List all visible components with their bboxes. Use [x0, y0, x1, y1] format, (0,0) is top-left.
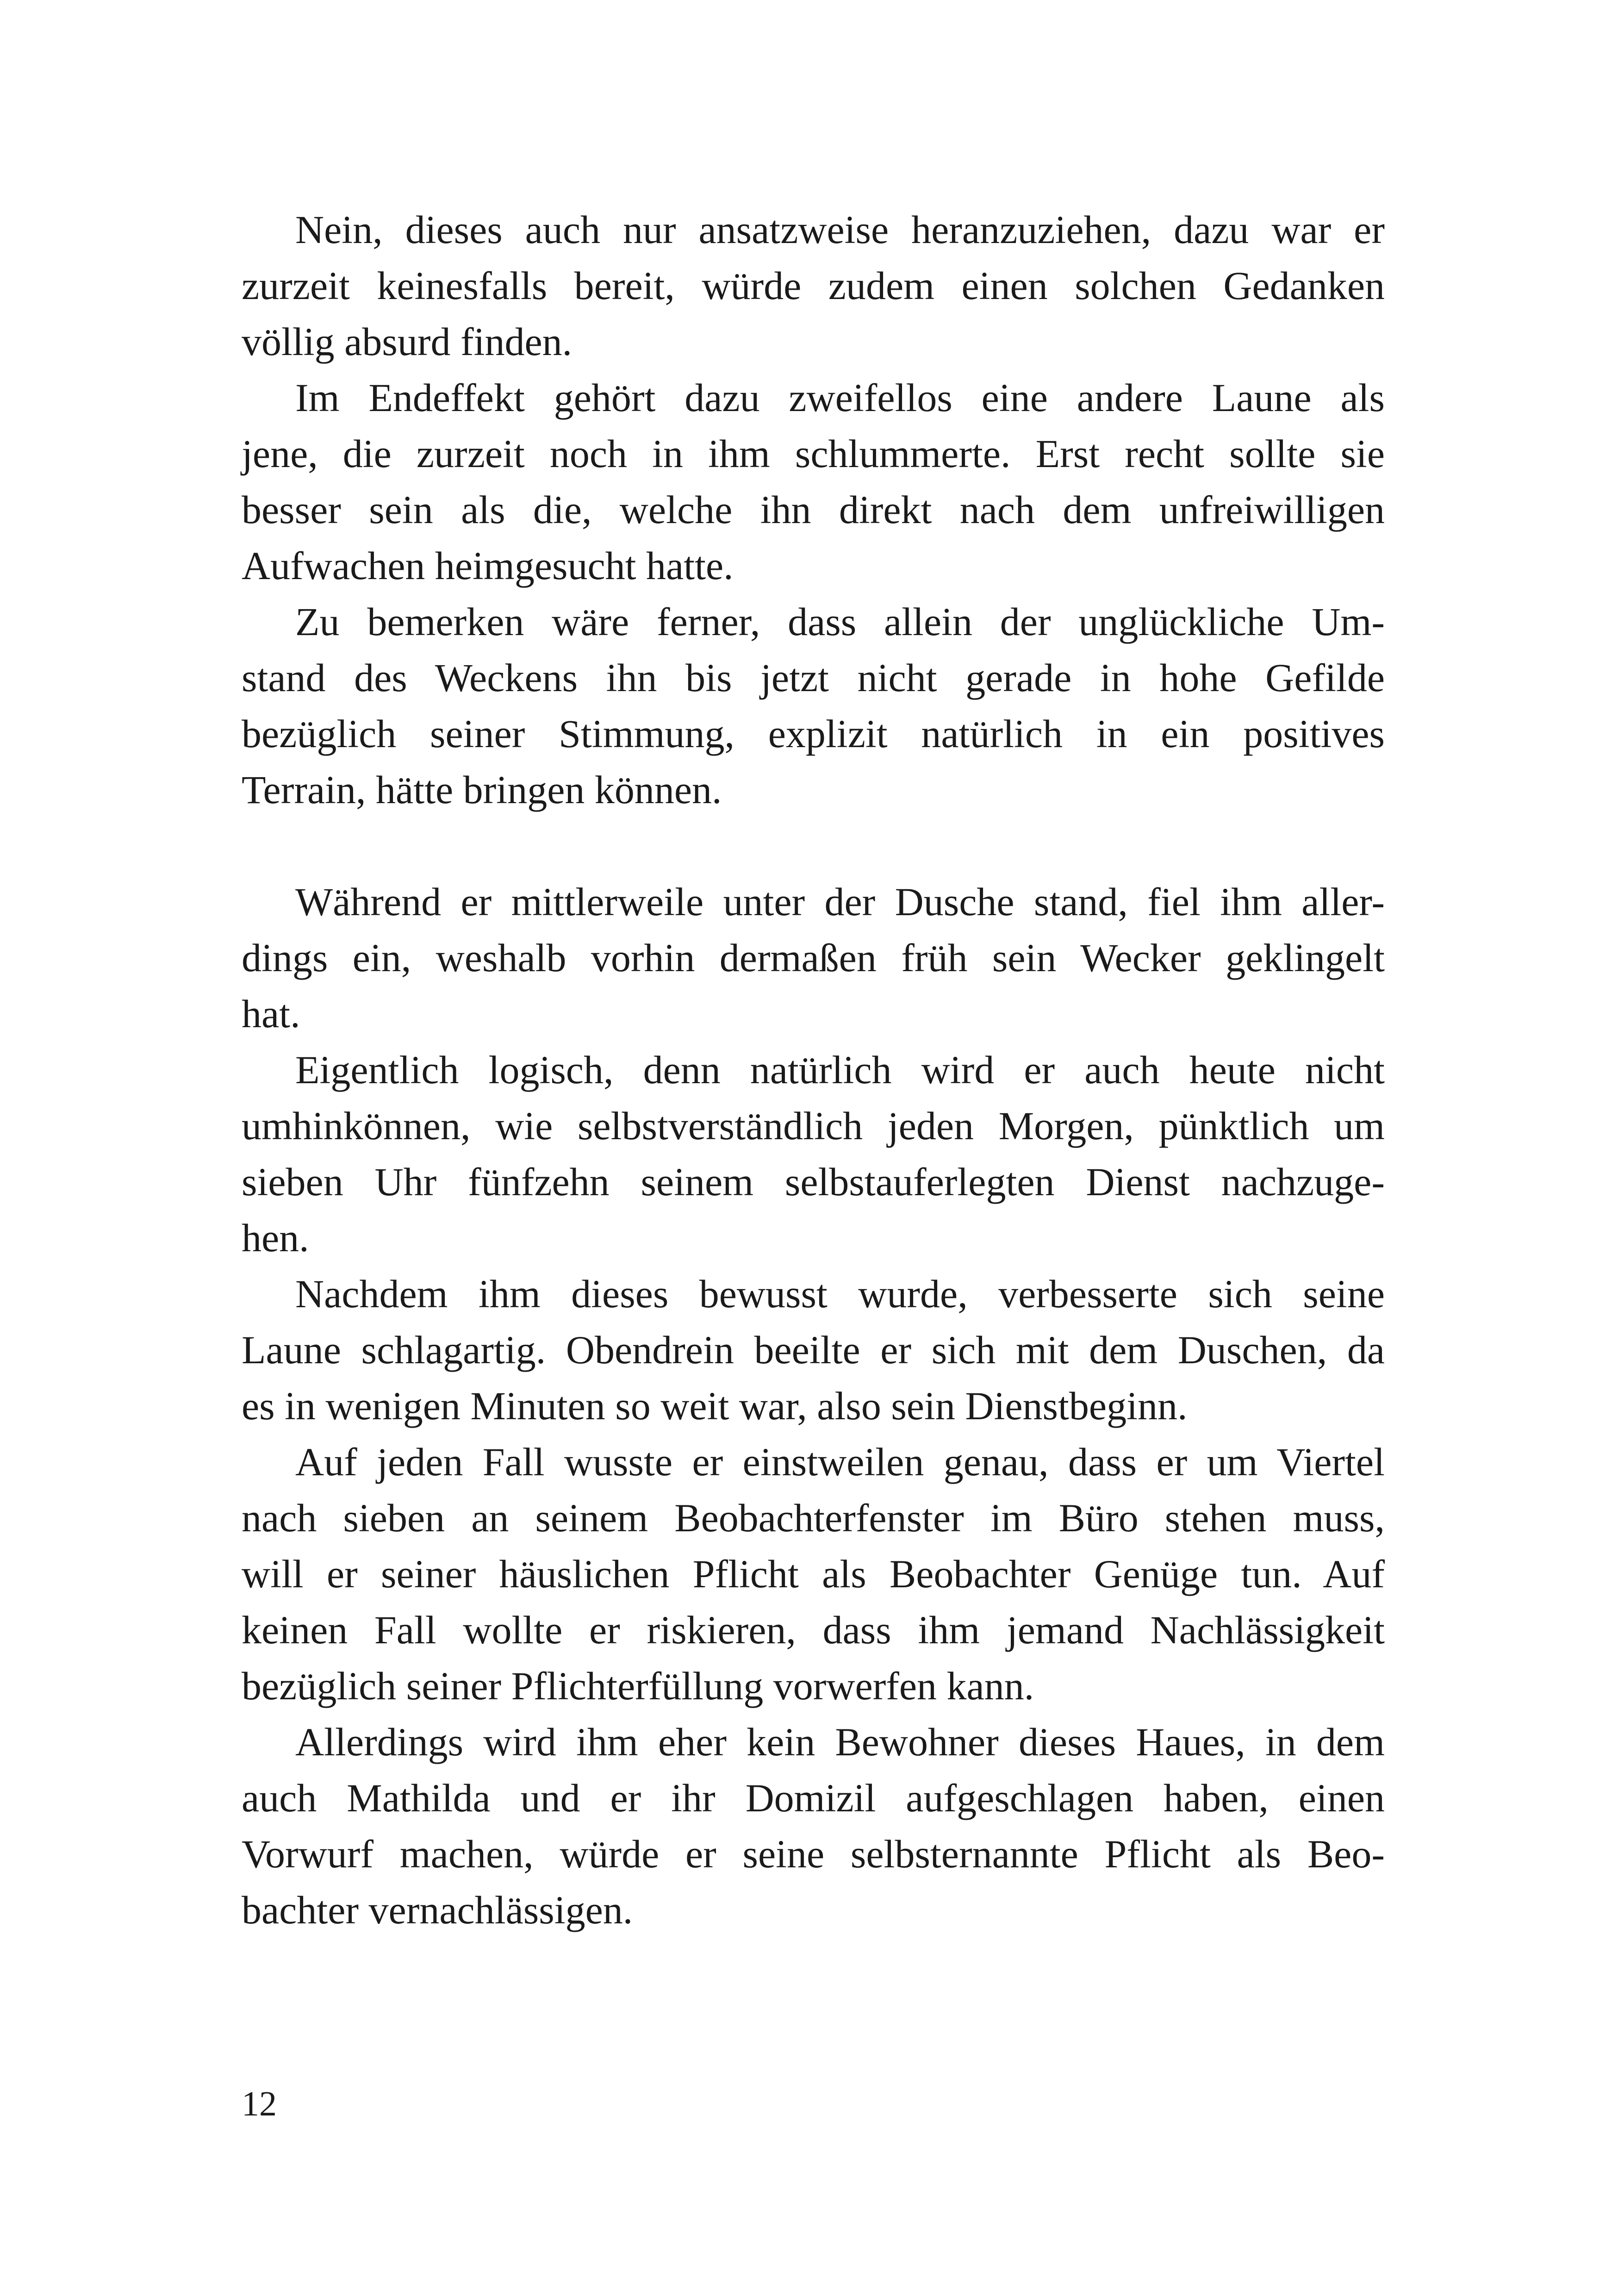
text-line: bezüglich seiner Pflichterfüllung vorwerfen kann. — [242, 1664, 1034, 1708]
text-line: völlig absurd finden. — [242, 319, 573, 364]
text-line: keinen Fall wollte er riskieren, dass ihm jemand Nachlässigkeit — [242, 1608, 1385, 1652]
text-line: sieben Uhr fünfzehn seinem selbstauferlegten Dienst nachzuge- — [242, 1160, 1385, 1204]
text-line: Eigentlich logisch, denn natürlich wird er auch heute nicht — [295, 1048, 1385, 1092]
text-line: will er seiner häuslichen Pflicht als Beobachter Genüge tun. Auf — [242, 1552, 1385, 1596]
text-line: Während er mittlerweile unter der Dusche stand, fiel ihm aller- — [295, 880, 1385, 924]
text-line: Nein, dieses auch nur ansatzweise heranzuziehen, dazu war er — [295, 207, 1385, 252]
page-number: 12 — [242, 2084, 277, 2123]
text-line: Auf jeden Fall wusste er einstweilen genau, dass er um Viertel — [295, 1440, 1385, 1484]
paragraph-5 — [242, 1042, 1385, 1266]
paragraph-3 — [242, 594, 1385, 818]
text-line: umhinkönnen, wie selbstverständlich jeden Morgen, pünktlich um — [242, 1104, 1385, 1148]
paragraph-4 — [242, 874, 1385, 1042]
paragraph-7 — [242, 1434, 1385, 1714]
text-line: Nachdem ihm dieses bewusst wurde, verbesserte sich seine — [295, 1272, 1385, 1316]
text-line: bezüglich seiner Stimmung, explizit natürlich in ein positives — [242, 711, 1385, 756]
text-line: nach sieben an seinem Beobachterfenster im Büro stehen muss, — [242, 1496, 1385, 1540]
text-line: Vorwurf machen, würde er seine selbsternannte Pflicht als Beo- — [242, 1832, 1385, 1876]
body-text — [242, 202, 1385, 1938]
text-line: Aufwachen heimgesucht hatte. — [242, 543, 734, 588]
text-line: dings ein, weshalb vorhin dermaßen früh sein Wecker geklingelt — [242, 936, 1385, 980]
text-line: jene, die zurzeit noch in ihm schlummerte. Erst recht sollte sie — [242, 431, 1385, 476]
text-line: es in wenigen Minuten so weit war, also sein Dienstbeginn. — [242, 1384, 1188, 1428]
text-line: zurzeit keinesfalls bereit, würde zudem einen solchen Gedanken — [242, 263, 1385, 308]
text-line: bachter vernachlässigen. — [242, 1888, 633, 1932]
text-line: hat. — [242, 992, 300, 1036]
text-line: Im Endeffekt gehört dazu zweifellos eine andere Laune als — [295, 375, 1385, 420]
text-line: Terrain, hätte bringen können. — [242, 767, 722, 812]
paragraph-1 — [242, 202, 1385, 370]
section-break — [242, 818, 1385, 874]
text-line: auch Mathilda und er ihr Domizil aufgeschlagen haben, einen — [242, 1776, 1385, 1820]
paragraph-8 — [242, 1714, 1385, 1938]
text-line: Allerdings wird ihm eher kein Bewohner dieses Haues, in dem — [295, 1720, 1385, 1764]
text-line: besser sein als die, welche ihn direkt nach dem unfreiwilligen — [242, 487, 1385, 532]
text-line: stand des Weckens ihn bis jetzt nicht gerade in hohe Gefilde — [242, 655, 1385, 700]
paragraph-6 — [242, 1266, 1385, 1434]
paragraph-2 — [242, 370, 1385, 594]
text-line: Zu bemerken wäre ferner, dass allein der unglückliche Um- — [295, 599, 1385, 644]
text-line: Laune schlagartig. Obendrein beeilte er sich mit dem Duschen, da — [242, 1328, 1385, 1372]
text-line: hen. — [242, 1216, 309, 1260]
